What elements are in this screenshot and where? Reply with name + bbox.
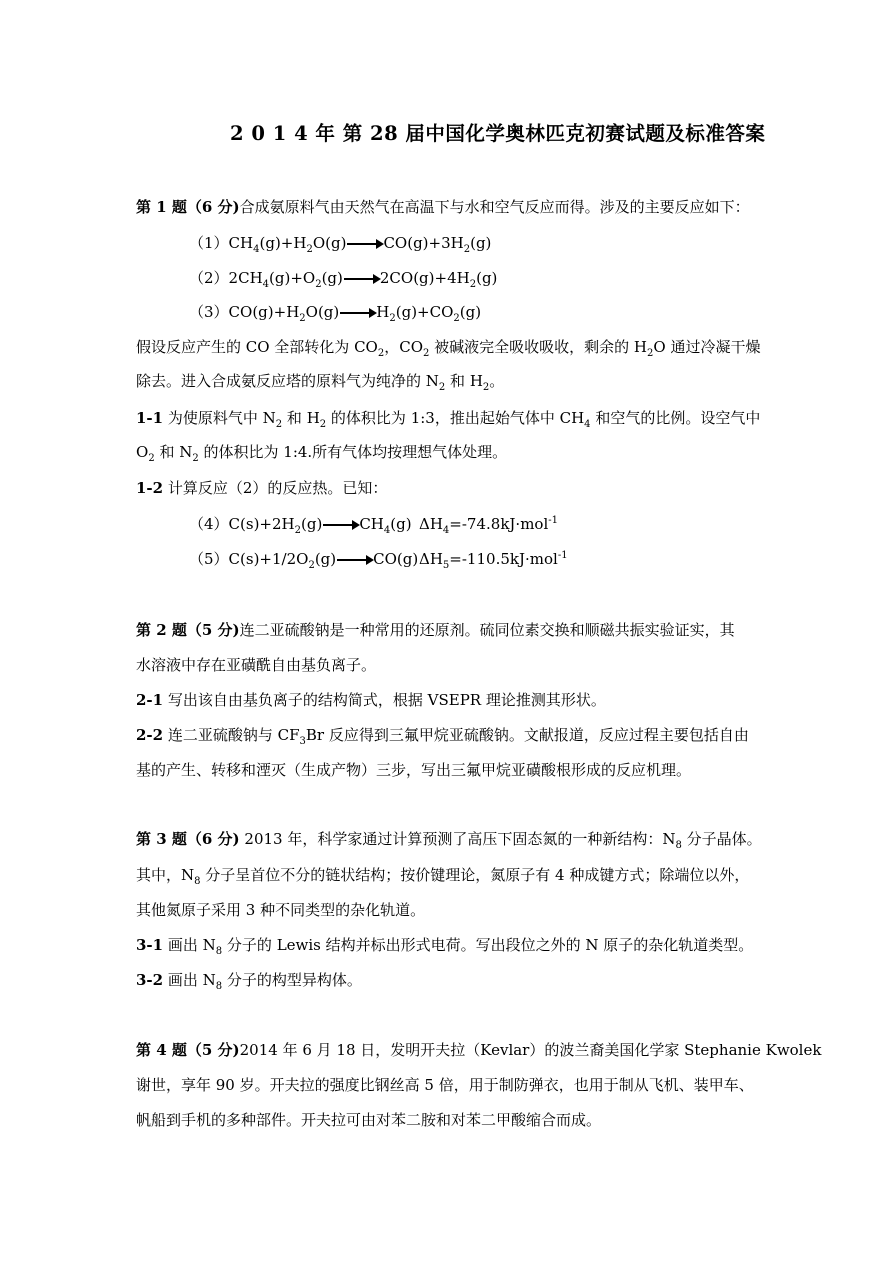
q1-intro: 合成氨原料气由天然气在高温下与水和空气反应而得。涉及的主要反应如下： <box>239 198 750 216</box>
subquestion-2-2: 2-2 连二亚硫酸钠与 $CF_3Br$ 反应得到三氟甲烷亚硫酸钠。文献报道，反应过程主要包括自由 <box>136 726 749 747</box>
q1-paragraph-line: 假设反应产生的 CO 全部转化为 $CO_2$，$CO_2$ 被碱液完全吸收吸收，剩余的 $H_2O$ 通过冷凝干燥 <box>136 338 761 359</box>
reaction-1: $(1)CH_4(g)+H_2O(g)$ $CO(g)+3H_2(g)$ <box>189 234 492 255</box>
reaction-arrow <box>347 243 382 245</box>
q4-line: 谢世，享年 90 岁。开夫拉的强度比钢丝高 5 倍，用于制防弹衣，也用于制从飞机、装甲车、 <box>136 1076 754 1094</box>
enthalpy-5: $\Delta H_5=-110.5kJ\cdot mol^{-1}$ <box>419 550 568 571</box>
q4-heading: 第 4 题（5 分) <box>136 1041 240 1059</box>
reaction-3: $(3)CO(g)+H_2O(g)$ $H_2(g)+CO_2(g)$ <box>189 303 482 324</box>
reaction-4: $(4)C(s)+2H_2(g)$ $CH_4(g)$ $\Delta H_4=-74.8kJ\cdot mol^{-1}$ <box>189 515 559 536</box>
document-title: 2 0 1 4 年 第 28 届中国化学奥林匹克初赛试题及标准答案 <box>230 122 766 145</box>
subquestion-3-2: 3-2 画出 $N_8$ 分子的构型异构体。 <box>136 971 362 992</box>
q1-intro-line <box>136 197 764 217</box>
reaction-2: $(2)2CH_4(g)+O_2(g)$ $2CO(g)+4H_2(g)$ <box>189 269 498 290</box>
subquestion-3-1: 3-1 画出 $N_8$ 分子的 Lewis 结构并标出形式电荷。写出段位之外的 N 原子的杂化轨道类型。 <box>136 936 754 957</box>
q2-line: 水溶液中存在亚磺酰自由基负离子。 <box>136 656 377 674</box>
reaction-arrow <box>323 524 358 526</box>
q4-line: 第 4 题（5 分)2014 年 6 月 18 日，发明开夫拉（Kevlar）的波兰裔美国化学家 Stephanie Kwolek <box>136 1041 822 1059</box>
q3-line: 其他氮原子采用 3 种不同类型的杂化轨道。 <box>136 901 426 919</box>
q2-heading: 第 2 题（5 分) <box>136 621 240 639</box>
subquestion-2-2-cont: 基的产生、转移和湮灭（生成产物）三步，写出三氟甲烷亚磺酸根形成的反应机理。 <box>136 761 692 779</box>
subquestion-1-1: 1-1 为使原料气中 $N_2$ 和 $H_2$ 的体积比为 1:3，推出起始气体中 $CH_4$ 和空气的比例。设空气中 <box>136 409 761 430</box>
enthalpy-4: $\Delta H_4=-74.8kJ\cdot mol^{-1}$ <box>419 515 559 536</box>
q1-heading: 第 1 题（6 分) <box>136 198 240 216</box>
subquestion-1-1-cont: $O_2$ 和 $N_2$ 的体积比为 1:4.所有气体均按理想气体处理。 <box>136 443 508 464</box>
q2-line: 第 2 题（5 分)连二亚硫酸钠是一种常用的还原剂。硫同位素交换和顺磁共振实验证实，其 <box>136 621 735 639</box>
q3-line: 其中，$N_8$ 分子呈首位不分的链状结构；按价键理论，氮原子有 4 种成键方式；除端位以外， <box>136 866 750 887</box>
reaction-arrow <box>340 312 375 314</box>
subquestion-1-2: 1-2 计算反应（2）的反应热。已知： <box>136 479 388 497</box>
reaction-arrow <box>344 278 379 280</box>
q3-heading: 第 3 题（6 分) <box>136 830 240 848</box>
q1-paragraph-line: 除去。进入合成氨反应塔的原料气为纯净的 $N_2$ 和 $H_2$。 <box>136 372 505 393</box>
reaction-arrow <box>337 559 372 561</box>
q3-line: 第 3 题（6 分) 2013 年，科学家通过计算预测了高压下固态氮的一种新结构：$N_8$ 分子晶体。 <box>136 830 762 851</box>
reaction-5: $(5)C(s)+1/2O_2(g)$ CO(g) $\Delta H_5=-110.5kJ\cdot mol^{-1}$ <box>189 550 568 571</box>
subquestion-2-1: 2-1 写出该自由基负离子的结构简式，根据 VSEPR 理论推测其形状。 <box>136 691 606 709</box>
q4-line: 帆船到手机的多种部件。开夫拉可由对苯二胺和对苯二甲酸缩合而成。 <box>136 1111 602 1129</box>
